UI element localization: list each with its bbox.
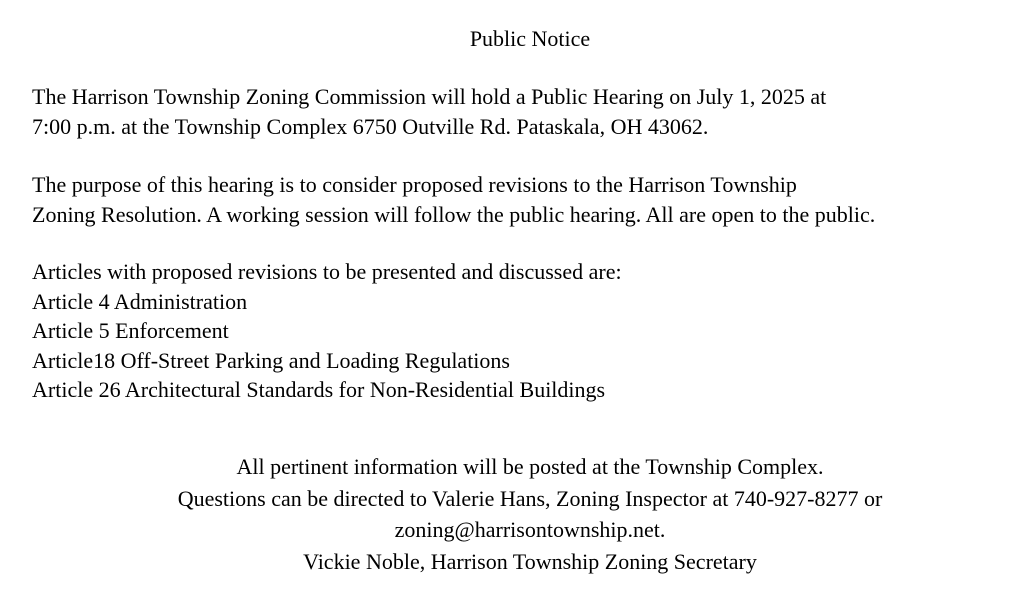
paragraph-line: 7:00 p.m. at the Township Complex 6750 Outville Rd. Pataskala, OH 43062. xyxy=(32,113,709,139)
hearing-announcement-paragraph xyxy=(32,82,1022,141)
articles-list xyxy=(32,257,1022,405)
hearing-purpose-paragraph xyxy=(32,170,1022,229)
article-item: Article 26 Architectural Standards for Non-Residential Buildings xyxy=(32,377,606,402)
article-item: Article 5 Enforcement xyxy=(32,318,229,343)
paragraph-line: The purpose of this hearing is to consider proposed revisions to the Harrison Township xyxy=(32,172,797,197)
posting-info-line: All pertinent information will be posted at the Township Complex. xyxy=(236,454,824,479)
paragraph-line: Zoning Resolution. A working session will follow the public hearing. All are open to the public. xyxy=(32,201,876,227)
contact-line: Questions can be directed to Valerie Hans, Zoning Inspector at 740-927-8277 or xyxy=(177,485,883,511)
article-item: Article18 Off-Street Parking and Loading Regulations xyxy=(32,347,510,373)
contact-footer xyxy=(0,451,1024,577)
paragraph-line: The Harrison Township Zoning Commission will hold a Public Hearing on July 1, 2025 at xyxy=(32,84,827,109)
contact-email: zoning@harrisontownship.net. xyxy=(394,517,666,542)
signature-line: Vickie Noble, Harrison Township Zoning Secretary xyxy=(303,548,757,574)
notice-title: Public Notice xyxy=(469,26,591,51)
articles-intro: Articles with proposed revisions to be presented and discussed are: xyxy=(32,259,622,284)
article-item: Article 4 Administration xyxy=(32,288,248,314)
